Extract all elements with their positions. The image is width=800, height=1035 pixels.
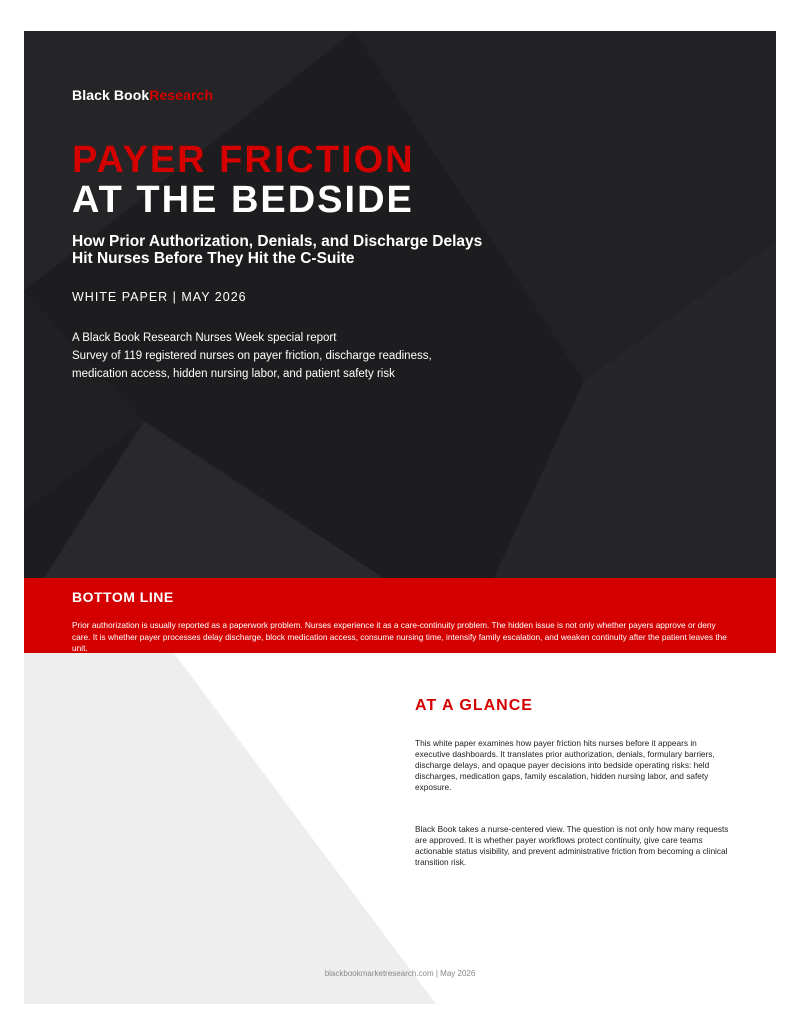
cover-page [24,31,776,1004]
at-a-glance-paragraph-2: Black Book takes a nurse-centered view. The question is not only how many requests are approved. It is whether payer workflows protect continuity, give care teams actionable status visibility, and prevent administrative friction from becoming a clinical transition risk. [415,824,729,867]
intro-text [72,329,712,383]
footer: blackbookmarketresearch.com | May 2026 [324,969,476,978]
intro-line-1: A Black Book Research Nurses Week special report [72,332,337,344]
at-a-glance-title: AT A GLANCE [415,697,533,714]
background-shapes [24,31,776,578]
intro-line-2: Survey of 119 registered nurses on payer friction, discharge readiness, [72,350,432,362]
at-a-glance-paragraph-1: This white paper examines how payer friction hits nurses before it appears in executive dashboards. It translates prior authorization, denials, formulary barriers, discharge delays, and opaque payer decisions into bedside operating risks: held discharges, medication gaps, family escalation, hidden nursing labor, and safety exposure. [415,738,715,792]
subtitle-line-2: Hit Nurses Before They Hit the C-Suite [72,250,355,267]
intro-line-3: medication access, hidden nursing labor, and patient safety risk [72,368,395,380]
bottom-line-text: Prior authorization is usually reported as a paperwork problem. Nurses experience it as a care-continuity problem. The hidden issue is not only whether payers approve or deny care. It is whether payer processes delay discharge, block medication access, consume nursing time, intensify family escalation, and weaken continuity after the patient leaves the unit. [72,620,727,653]
subtitle [72,233,672,267]
paper-type-date: WHITE PAPER | MAY 2026 [72,290,247,304]
title-line-1: PAYER FRICTION [72,139,415,181]
brand-accent: Research [149,87,214,103]
brand-name: Black Book [72,87,150,103]
cover-hero [24,31,776,578]
brand-logo [72,87,213,103]
subtitle-line-1: How Prior Authorization, Denials, and Discharge Delays [72,233,483,250]
bottom-line-band [24,578,776,653]
title-line-2: AT THE BEDSIDE [72,179,414,221]
bottom-line-title: BOTTOM LINE [72,589,174,605]
